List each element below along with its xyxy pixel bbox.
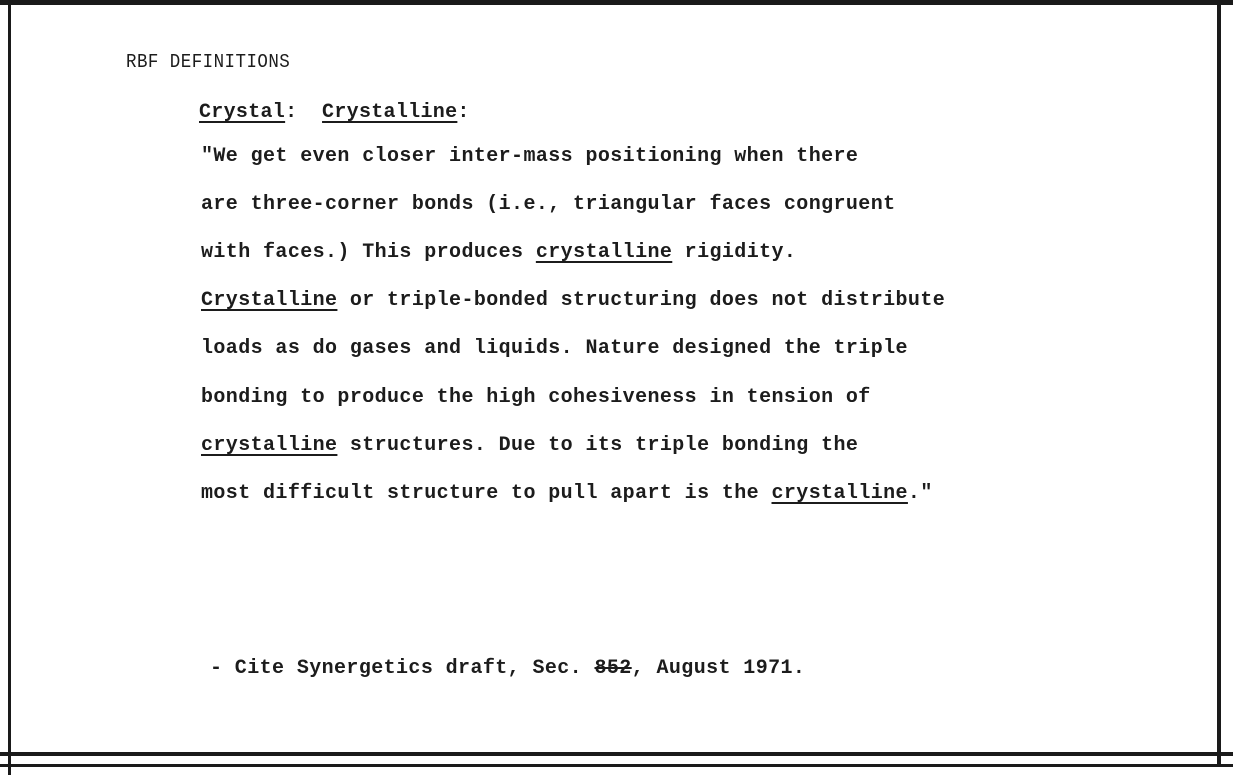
card-border-right bbox=[1217, 0, 1221, 765]
document-heading: RBF DEFINITIONS bbox=[126, 51, 291, 73]
defined-terms bbox=[199, 101, 470, 124]
struck-section-number: 852 bbox=[594, 657, 632, 680]
term-separator: : bbox=[457, 101, 470, 124]
term-crystal: Crystal bbox=[199, 101, 286, 124]
card-border-top bbox=[0, 0, 1233, 5]
citation-prefix: - Cite Synergetics draft, Sec. bbox=[210, 657, 595, 680]
quote-text: with faces.) This produces bbox=[201, 241, 536, 264]
citation-suffix: , August 1971. bbox=[631, 657, 806, 680]
quote-line-1: "We get even closer inter-mass positioning when there bbox=[201, 145, 859, 168]
quote-line-4 bbox=[201, 289, 945, 312]
quote-line-8 bbox=[201, 482, 933, 505]
underlined-term: crystalline bbox=[535, 241, 673, 264]
quote-line-7 bbox=[201, 434, 858, 457]
underlined-term: crystalline bbox=[201, 434, 338, 457]
term-separator: : bbox=[285, 101, 298, 124]
citation bbox=[210, 657, 805, 680]
quote-line-3 bbox=[201, 241, 796, 264]
card-border-bottom bbox=[0, 752, 1233, 756]
quote-text: or triple-bonded structuring does not distribute bbox=[337, 289, 946, 312]
underlined-term: Crystalline bbox=[201, 289, 338, 312]
quote-text: structures. Due to its triple bonding the bbox=[337, 434, 859, 457]
term-crystalline: Crystalline bbox=[322, 101, 458, 124]
quote-line-2: are three-corner bonds (i.e., triangular faces congruent bbox=[201, 193, 896, 216]
quote-text: rigidity. bbox=[672, 241, 797, 264]
quote-line-5: loads as do gases and liquids. Nature designed the triple bbox=[201, 337, 908, 360]
card-border-left bbox=[8, 0, 11, 775]
quote-text: most difficult structure to pull apart is the bbox=[201, 482, 772, 505]
underlined-term: crystalline bbox=[771, 482, 908, 505]
quote-line-6: bonding to produce the high cohesiveness in tension of bbox=[201, 386, 871, 409]
card-border-bottom-second bbox=[0, 764, 1233, 767]
quote-text: ." bbox=[907, 482, 933, 505]
